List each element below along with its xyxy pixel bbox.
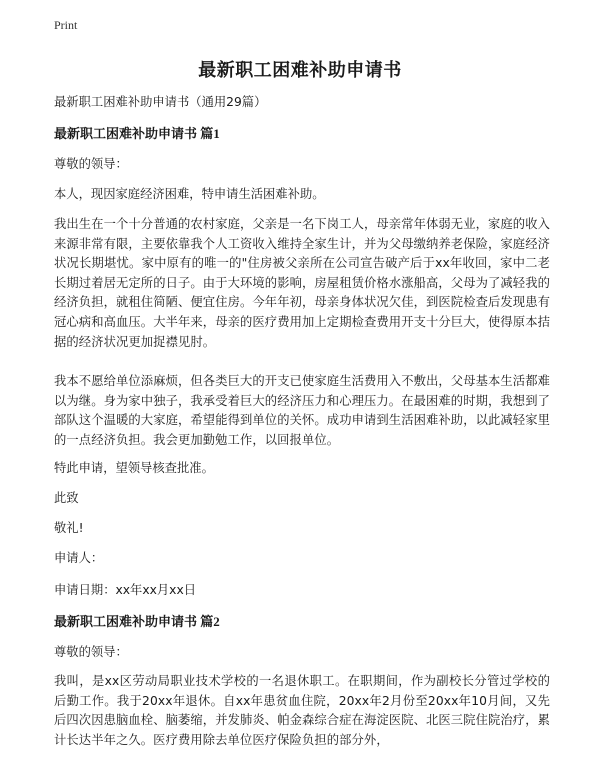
document-title: 最新职工困难补助申请书 <box>198 60 402 81</box>
section1-intro: 本人，现因家庭经济困难，特申请生活困难补助。 <box>54 187 325 201</box>
section1-closing-cizhi: 此致 <box>54 491 79 505</box>
section1-applicant: 申请人： <box>54 551 104 565</box>
section2-heading: 最新职工困难补助申请书 篇2 <box>54 614 220 629</box>
section1-heading: 最新职工困难补助申请书 篇1 <box>54 126 220 141</box>
section1-date: 申请日期：xx年xx月xx日 <box>54 583 197 597</box>
section1-paragraph1: 我出生在一个十分普通的农村家庭，父亲是一名下岗工人，母亲常年体弱无业，家庭的收入来源非常有限，主要依靠我个人工资收入维持全家生计，并为父母缴纳养老保险，家庭经济状况长期堪忧。家中原有的唯一的"住房被父亲所在公司宣告破产后于xx年收回，家中二老长期过着居无定所的日子。由于大环境的影响，房屋租赁价格水涨船高，父母为了减轻我的经济负担，就租住简陋、便宜住房。今年年初，母亲身体状况欠佳，到医院检查后发现患有冠心病和高血压。大半年来，母亲的医疗费用加上定期检查费用开支十分巨大，使得原本拮据的经济状况更加捉襟见肘。 <box>54 217 550 349</box>
section1-salutation: 尊敬的领导： <box>54 157 128 171</box>
document-subtitle: 最新职工困难补助申请书（通用29篇） <box>54 95 267 109</box>
print-link[interactable]: Print <box>54 18 78 32</box>
section2-salutation: 尊敬的领导： <box>54 645 128 659</box>
section1-paragraph2: 我本不愿给单位添麻烦，但各类巨大的开支已使家庭生活费用入不敷出，父母基本生活都难以为继。身为家中独子，我承受着巨大的经济压力和心理压力。在最困难的时期，我想到了部队这个温暖的大家庭，希望能得到单位的关怀。成功申请到生活困难补助，以此减轻家里的一点经济负担。我会更加勤勉工作，以回报单位。 <box>54 374 550 447</box>
section1-closing-jingli: 敬礼! <box>54 521 84 535</box>
section1-request: 特此申请，望领导核查批准。 <box>54 461 214 475</box>
section2-paragraph1: 我叫，是xx区劳动局职业技术学校的一名退休职工。在职期间，作为副校长分管过学校的后勤工作。我于20xx年退休。自xx年患贫血住院，20xx年2月份至20xx年10月间，又先后四次因患脑血栓、脑萎缩，并发肺炎、帕金森综合症在海淀医院、北医三院住院治疗，累计长达半年之久。医疗费用除去单位医疗保险负担的部分外， <box>54 674 550 747</box>
